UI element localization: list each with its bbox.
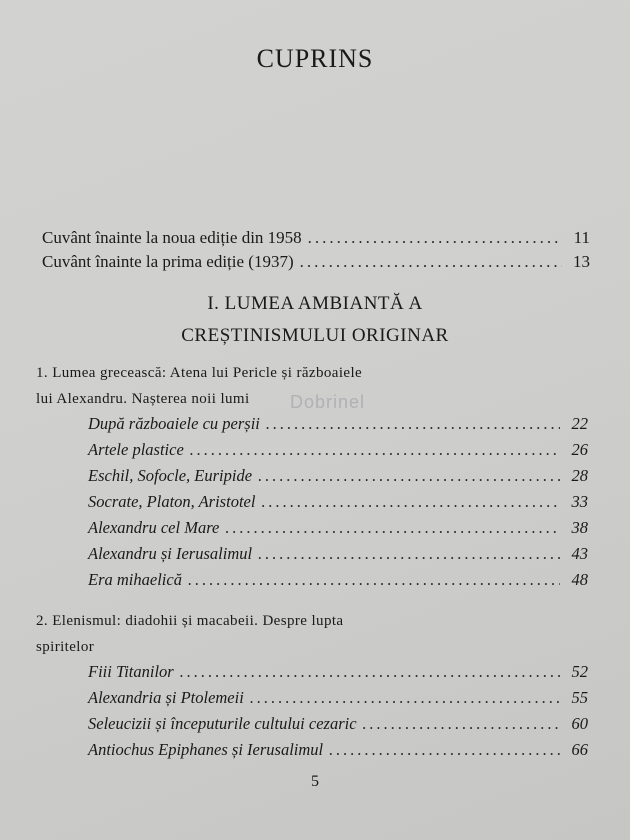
chapter-heading-line-2: spiritelor	[36, 639, 95, 655]
dot-leader	[258, 466, 560, 486]
toc-entry-label: Alexandru cel Mare	[88, 518, 220, 537]
toc-entry-page: 48	[571, 570, 588, 589]
toc-entry-page: 33	[571, 492, 588, 511]
chapter-heading-line-2: lui Alexandru. Nașterea noii lumi	[36, 391, 250, 407]
dot-leader	[300, 252, 562, 272]
dot-leader	[261, 492, 560, 512]
toc-entry-page: 13	[573, 252, 590, 271]
toc-entry-label: Alexandru și Ierusalimul	[88, 544, 253, 563]
toc-entry-label: Era mihaelică	[88, 570, 182, 589]
dot-leader	[190, 440, 560, 460]
dot-leader	[225, 518, 560, 538]
toc-entry-page: 66	[571, 740, 588, 759]
dot-leader	[266, 414, 560, 434]
toc-entry-label: Socrate, Platon, Aristotel	[88, 492, 256, 511]
toc-entry	[88, 688, 588, 708]
dot-leader	[250, 688, 560, 708]
toc-entry-page: 11	[573, 228, 590, 247]
toc-entry-label: După războaiele cu perșii	[88, 414, 260, 433]
dot-leader	[180, 662, 560, 682]
page-number: 5	[311, 773, 319, 790]
toc-entry-page: 55	[571, 688, 588, 707]
part-heading-line-2: CREȘTINISMULUI ORIGINAR	[181, 325, 449, 346]
dot-leader	[363, 714, 560, 734]
toc-entry-page: 26	[571, 440, 588, 459]
toc-entry	[88, 492, 588, 512]
toc-entry-foreword-1937	[42, 252, 590, 272]
toc-entry	[88, 466, 588, 486]
toc-entry	[88, 662, 588, 682]
toc-entry-foreword-1958	[42, 228, 590, 248]
toc-entry-label: Cuvânt înainte la prima ediție (1937)	[42, 252, 294, 271]
toc-entry	[88, 440, 588, 460]
toc-entry-page: 52	[571, 662, 588, 681]
toc-entry-page: 38	[571, 518, 588, 537]
part-heading-line-1: I. LUMEA AMBIANTĂ A	[207, 293, 423, 314]
toc-entry-page: 43	[571, 544, 588, 563]
page-title: CUPRINS	[256, 44, 374, 73]
toc-entry-label: Alexandria și Ptolemeii	[88, 688, 244, 707]
dot-leader	[329, 740, 560, 760]
toc-entry	[88, 570, 588, 590]
toc-entry-page: 60	[571, 714, 588, 733]
toc-entry-label: Antiochus Epiphanes și Ierusalimul	[88, 740, 324, 759]
toc-entry-label: Artele plastice	[88, 440, 184, 459]
dot-leader	[258, 544, 560, 564]
dot-leader	[188, 570, 560, 590]
toc-entry-label: Eschil, Sofocle, Euripide	[88, 466, 253, 485]
toc-entry	[88, 518, 588, 538]
chapter-heading-line-1: 2. Elenismul: diadohii și macabeii. Despre lupta	[36, 613, 344, 629]
toc-entry-label: Cuvânt înainte la noua ediție din 1958	[42, 228, 302, 247]
chapter-heading-line-1: 1. Lumea grecească: Atena lui Pericle și războaiele	[36, 365, 363, 381]
toc-entry	[88, 740, 588, 760]
toc-entry-label: Seleucizii și începuturile cultului cezaric	[88, 714, 357, 733]
watermark-logo: Dobrinel	[290, 392, 366, 412]
toc-entry-label: Fiii Titanilor	[88, 662, 174, 681]
toc-entry-page: 22	[571, 414, 588, 433]
toc-entry	[88, 414, 588, 434]
chapter-heading	[36, 608, 566, 660]
dot-leader	[308, 228, 562, 248]
toc-entry	[88, 714, 588, 734]
toc-entry	[88, 544, 588, 564]
toc-entry-page: 28	[571, 466, 588, 485]
